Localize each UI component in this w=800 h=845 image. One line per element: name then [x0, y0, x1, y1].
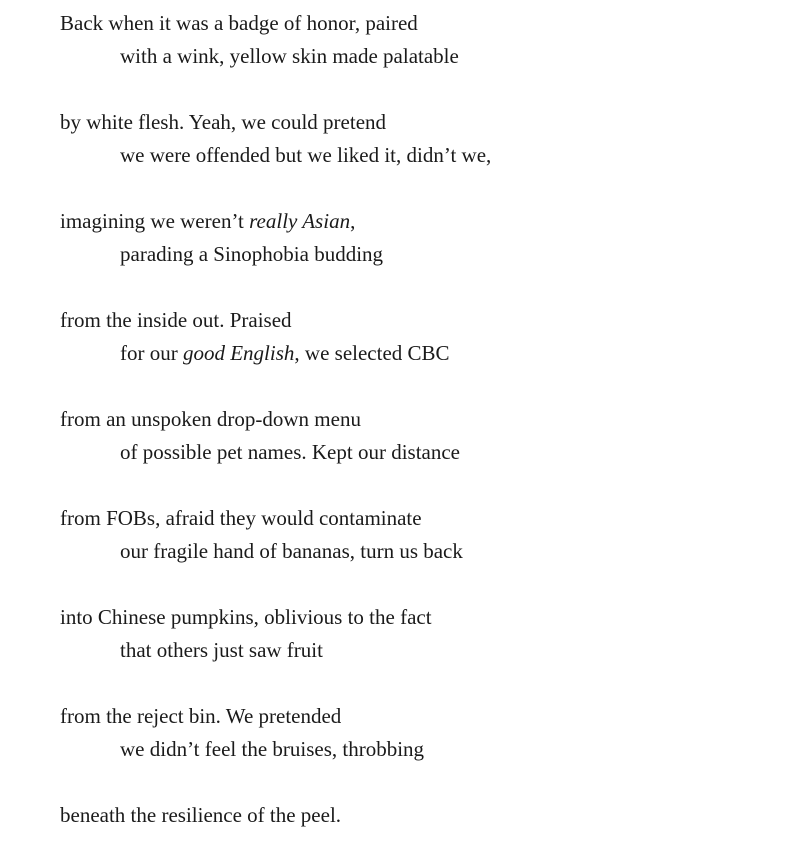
italic-phrase: good English — [182, 341, 295, 365]
poem-line: from FOBs, afraid they would contaminate — [60, 506, 422, 530]
poem-line: into Chinese pumpkins, oblivious to the fact — [60, 605, 432, 629]
poem-line: from the reject bin. We pretended — [60, 704, 342, 728]
poem-line: by white flesh. Yeah, we could pretend — [60, 110, 387, 134]
poem-line: from the inside out. Praised — [60, 308, 292, 332]
line-text: , — [350, 209, 356, 233]
poem-line — [60, 208, 355, 234]
poem-line-indented — [120, 340, 450, 366]
line-text: for our — [120, 341, 183, 365]
poem-line-indented: that others just saw fruit — [120, 638, 323, 662]
poem-final-line: beneath the resilience of the peel. — [60, 803, 342, 827]
poem-line-indented: we didn’t feel the bruises, throbbing — [120, 737, 425, 761]
poem-line-indented: our fragile hand of bananas, turn us back — [120, 539, 463, 563]
line-text: , we selected CBC — [294, 341, 450, 365]
poem-line-indented: with a wink, yellow skin made palatable — [120, 44, 459, 68]
poem-line: Back when it was a badge of honor, paired — [60, 11, 418, 35]
poem-line: from an unspoken drop-down menu — [60, 407, 361, 431]
poem-line-indented: parading a Sinophobia budding — [120, 242, 384, 266]
italic-phrase: really Asian — [249, 209, 351, 233]
poem-line-indented: we were offended but we liked it, didn’t we, — [120, 143, 492, 167]
line-text: imagining we weren’t — [60, 209, 250, 233]
poem-line-indented: of possible pet names. Kept our distance — [120, 440, 460, 464]
